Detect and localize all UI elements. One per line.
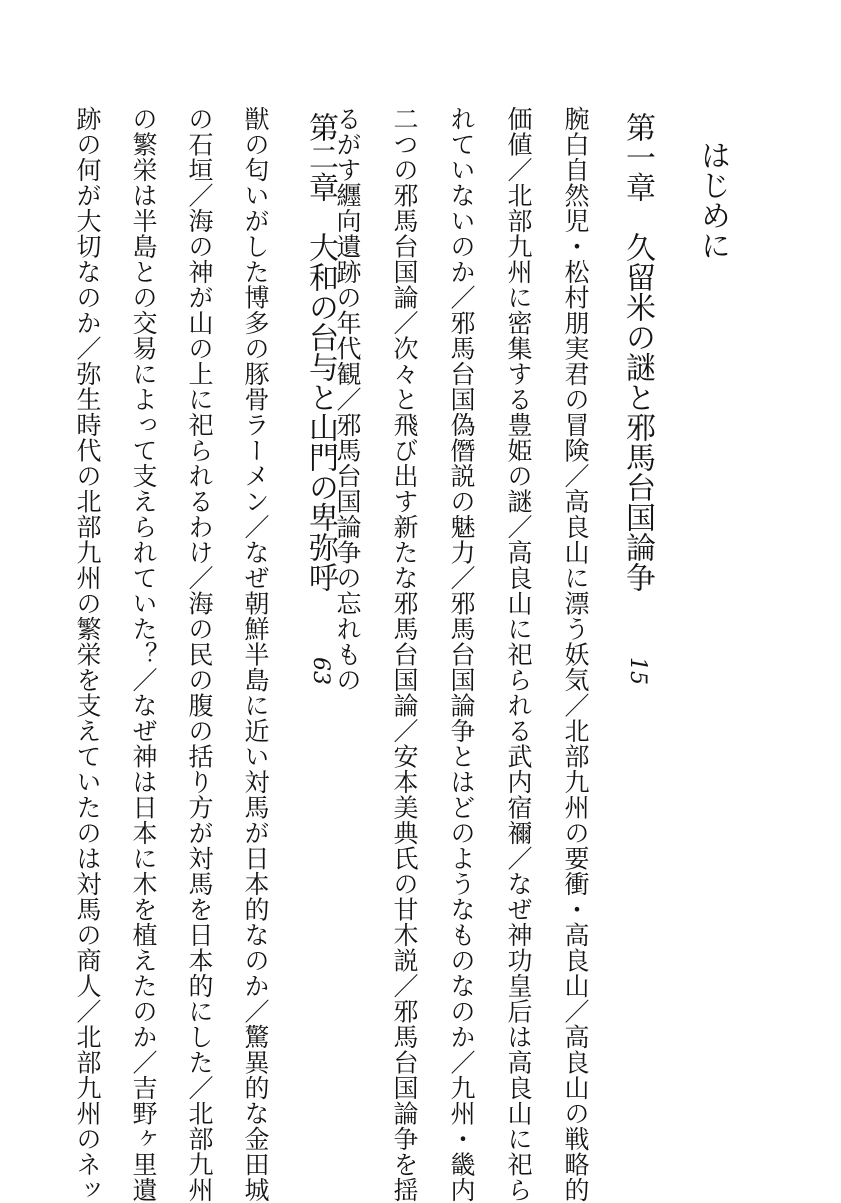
chapter-2-summary-line-2: の石垣／海の神が山の上に祀られるわけ／海の民の腹の括り方が対馬を日本的にした／北部九州	[185, 106, 214, 1203]
chapter-2-summary-line-4: 跡の何が大切なのか／弥生時代の北部九州の繁栄を支えていたのは対馬の商人／北部九州のネッ	[73, 106, 102, 1203]
chapter-1-page-number: 15	[625, 657, 650, 685]
chapter-2-title: 第二章 大和の台与と山門の卑弥呼	[303, 112, 338, 592]
chapter-2-summary-line-3: の繁栄は半島との交易によって支えられていた？／なぜ神は日本に木を植えたのか／吉野ヶ里遺	[129, 106, 158, 1203]
chapter-1-summary-line-5: るがす纒向遺跡の年代観／邪馬台国論争の忘れもの	[333, 106, 362, 693]
chapter-2-heading[interactable]	[298, 112, 342, 685]
chapter-1-summary-line-1: 腕白自然児・松村朋実君の冒険／高良山に漂う妖気／北部九州の要衝・高良山／高良山の戦略的	[561, 106, 590, 1203]
chapter-1-title: 第一章 久留米の謎と邪馬台国論争	[620, 112, 655, 592]
chapter-1-heading[interactable]	[615, 112, 659, 685]
section-heading-introduction[interactable]: はじめに	[695, 140, 730, 260]
chapter-1-summary-line-4: 二つの邪馬台国論／次々と飛び出す新たな邪馬台国論／安本美典氏の甘木説／邪馬台国論争を揺	[390, 106, 419, 1203]
chapter-2-summary-line-1: 獣の匂いがした博多の豚骨ラーメン／なぜ朝鮮半島に近い対馬が日本的なのか／驚異的な金田城	[241, 106, 270, 1203]
chapter-1-summary-line-3: れていないのか／邪馬台国偽僭説の魅力／邪馬台国論争とはどのようなものなのか／九州・畿内	[447, 106, 476, 1203]
chapter-2-page-number: 63	[308, 657, 333, 685]
chapter-1-summary-line-2: 価値／北部九州に密集する豊姫の謎／高良山に祀られる武内宿禰／なぜ神功皇后は高良山に祀ら	[504, 106, 533, 1203]
